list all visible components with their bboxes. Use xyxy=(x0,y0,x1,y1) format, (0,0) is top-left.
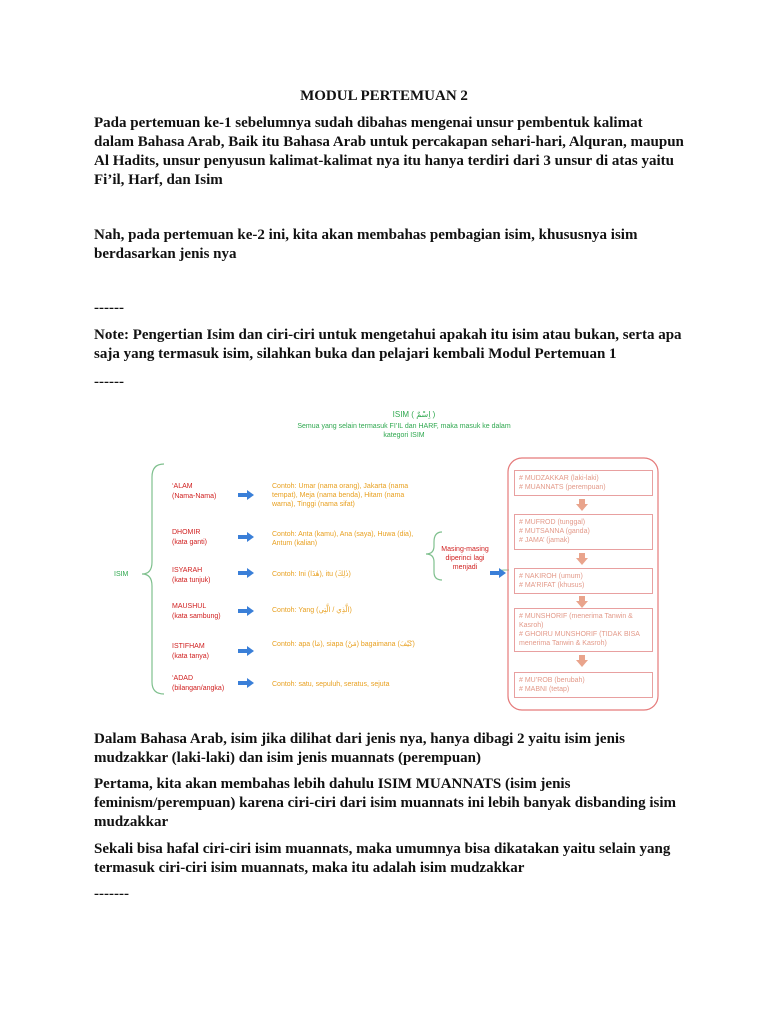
row-example: Contoh: Umar (nama orang), Jakarta (nama tempat), Meja (nama benda), Hitam (nama warna), Tinggi (nama sifat) xyxy=(272,483,409,508)
category-text: # NAKIROH (umum) # MA’RIFAT (khusus) xyxy=(519,573,585,589)
arrow-right-icon xyxy=(490,568,506,578)
paragraph-note: Note: Pengertian Isim dan ciri-ciri untuk mengetahui apakah itu isim atau bukan, serta apa saja yang termasuk isim, silahkan buka dan pelajari kembali Modul Pertemuan 1 xyxy=(94,327,682,362)
arrow-right-icon xyxy=(238,532,254,542)
row-name: ‘ADAD xyxy=(172,675,194,682)
arrow-down-icon xyxy=(576,499,588,511)
diagram-subheader: Semua yang selain termasuk FI’IL dan HARF, maka masuk ke dalam kategori ISIM xyxy=(297,423,511,439)
diagram-root: ISIM xyxy=(114,571,129,578)
row-example: Contoh: Yang (الَّذِي / الَّتِي) xyxy=(272,607,352,614)
diagram-middle-label: Masing-masing diperinci lagi menjadi xyxy=(441,546,489,571)
row-example: Contoh: apa (مَا), siapa (مَنْ) bagaimana (كَيْفَ) xyxy=(272,641,415,648)
arrow-right-icon xyxy=(238,490,254,500)
row-name: MAUSHUL xyxy=(172,603,207,610)
row-example: Contoh: Ini (هٰذَا), itu (ذٰلِكَ) xyxy=(272,571,351,578)
row-sub: (kata tanya) xyxy=(172,653,209,660)
category-text: # MU’ROB (berubah) # MABNI (tetap) xyxy=(519,677,585,693)
category-box xyxy=(514,608,653,652)
separator: ------ xyxy=(94,300,124,316)
arrow-right-icon xyxy=(238,606,254,616)
row-sub: (kata ganti) xyxy=(172,539,208,546)
paragraph-topic: Nah, pada pertemuan ke-2 ini, kita akan membahas pembagian isim, khususnya isim berdasarkan jenis nya xyxy=(94,227,638,262)
row-name: ‘ALAM xyxy=(172,483,193,490)
row-sub: (Nama-Nama) xyxy=(172,493,217,500)
separator: ------ xyxy=(94,374,124,390)
row-sub: (kata sambung) xyxy=(172,613,221,620)
row-example: Contoh: satu, sepuluh, seratus, sejuta xyxy=(272,681,390,688)
isim-diagram xyxy=(94,402,674,714)
category-text: # MUDZAKKAR (laki-laki) # MUANNATS (perempuan) xyxy=(519,475,606,491)
paragraph-division: Dalam Bahasa Arab, isim jika dilihat dari jenis nya, hanya dibagi 2 yaitu isim jenis mudzakkar (laki-laki) dan isim jenis muannats (perempuan) xyxy=(94,731,625,766)
row-name: DHOMIR xyxy=(172,529,201,536)
arrow-right-icon xyxy=(238,646,254,656)
category-text: # MUFROD (tunggal) # MUTSANNA (ganda) # JAMA’ (jamak) xyxy=(519,519,590,544)
row-example: Contoh: Anta (kamu), Ana (saya), Huwa (dia), Antum (kalian) xyxy=(272,531,414,547)
row-name: ISTIFHAM xyxy=(172,643,205,650)
category-text: # MUNSHORIF (menerima Tanwin & Kasroh) # GHOIRU MUNSHORIF (TIDAK BISA menerima Tanwin & Kasroh) xyxy=(519,613,640,647)
arrow-right-icon xyxy=(238,678,254,688)
arrow-down-icon xyxy=(576,553,588,565)
category-box xyxy=(514,672,653,698)
category-box xyxy=(514,568,653,594)
paragraph-mudzakkar: Sekali bisa hafal ciri-ciri isim muannats, maka umumnya bisa dikatakan yaitu selain yang termasuk ciri-ciri isim muannats, maka itu adalah isim mudzakkar xyxy=(94,841,671,876)
row-sub: (bilangan/angka) xyxy=(172,685,225,692)
arrow-right-icon xyxy=(238,568,254,578)
row-name: ISYARAH xyxy=(172,567,203,574)
category-box xyxy=(514,470,653,496)
category-box xyxy=(514,514,653,550)
arrow-down-icon xyxy=(576,655,588,667)
document-title: MODUL PERTEMUAN 2 xyxy=(300,88,468,104)
paragraph-muannats: Pertama, kita akan membahas lebih dahulu ISIM MUANNATS (isim jenis feminism/perempuan) karena ciri-ciri dari isim muannats ini lebih banyak disbanding isim mudzakkar xyxy=(94,776,677,830)
separator: ------- xyxy=(94,886,129,902)
arrow-down-icon xyxy=(576,596,588,608)
diagram-header: ISIM ( اِسْمٌ ) xyxy=(392,410,436,419)
row-sub: (kata tunjuk) xyxy=(172,577,211,584)
paragraph-intro: Pada pertemuan ke-1 sebelumnya sudah dibahas mengenai unsur pembentuk kalimat dalam Bahasa Arab, Baik itu Bahasa Arab untuk percakapan sehari-hari, Alquran, maupun Al Hadits, unsur penyusun kalimat-kalimat nya itu hanya terdiri dari 3 unsur di atas yaitu Fi’il, Harf, dan Isim xyxy=(94,115,684,188)
